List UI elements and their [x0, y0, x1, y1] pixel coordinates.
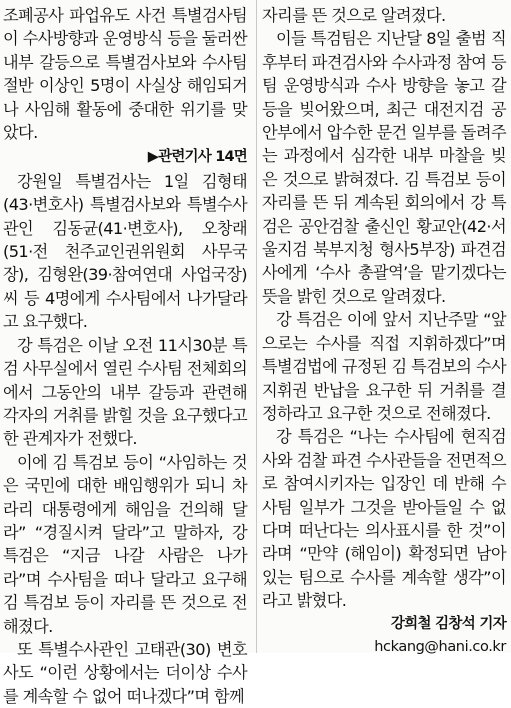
related-article-reference [3, 144, 247, 169]
related-article-label: ▶관련기사 14면 [147, 149, 247, 166]
body-paragraph: 이들 특검팀은 지난달 8일 출범 직후부터 파견검사와 수사과정 참여 등 팀 운영방식과 수사 방향을 놓고 갈등을 빚어왔으며, 최근 대전지검 공안부에서 압수한 문건 일부를 돌려주는 과정에서 심각한 내부 마찰을 빚은 것으로 밝혀졌다. 김 특검보 등이 자리를 뜬 뒤 계속된 회의에서 강 특검은 공안검찰 출신인 황교안(42·서울지검 북부지청 형사5부장) 파견검사에게 ‘수사 총괄역’을 맡기겠다는 뜻을 밝힌 것으로 알려졌다. [262, 29, 506, 306]
body-paragraph: 강 특검은 이에 앞서 지난주말 “앞으로는 수사를 직접 지휘하겠다”며 특별검법에 규정된 김 특검보의 수사지휘권 반납을 요구한 뒤 거취를 결정하라고 요구한 것으로 전해졌다. [262, 310, 506, 423]
body-paragraph: 이에 김 특검보 등이 “사임하는 것은 국민에 대한 배임행위가 되니 차라리 대통령에게 해임을 건의해 달라” “경질시켜 달라”고 말하자, 강 특검은 “지금 나갈 사람은 나가라”며 수사팀을 떠나 달라고 요구해 김 특검보 등이 자리를 뜬 것으로 전해졌다. [3, 452, 247, 636]
column-divider [256, 0, 257, 653]
article-column-left [3, 4, 247, 708]
lead-paragraph: 조폐공사 파업유도 사건 특별검사팀이 수사방향과 운영방식 등을 둘러싼 내부 갈등으로 특별검사보와 수사팀 절반 이상인 5명이 사실상 해임되거나 사임해 활동에 중대한 위기를 맞았다. [3, 6, 247, 143]
byline [262, 613, 506, 660]
body-paragraph: 자리를 뜬 것으로 알려졌다. [262, 6, 446, 25]
byline-email: hckang@hani.co.kr [374, 638, 506, 655]
body-paragraph: 강 특검은 이날 오전 11시30분 특검 사무실에서 열린 수사팀 전체회의에서 그동안의 내부 갈등과 관련해 각자의 거취를 밝힐 것을 요구했다고 한 관계자가 전했다. [3, 335, 247, 449]
byline-reporters: 강희철 김창석 기자 [390, 615, 506, 632]
body-paragraph: 또 특별수사관인 고태관(30) 변호사도 “이런 상황에서는 더이상 수사를 계속할 수 없어 떠나겠다”며 함께 [3, 639, 247, 706]
body-paragraph: 강원일 특별검사는 1일 김형태(43·변호사) 특별검사보와 특별수사관인 김동균(41·변호사), 오창래(51·전 천주교인권위원회 사무국장), 김형완(39·참여연대 사업국장)씨 등 4명에게 수사팀에서 나가달라고 요구했다. [3, 171, 247, 332]
body-paragraph: 강 특검은 “나는 수사팀에 현직검사와 검찰 파견 수사관들을 전면적으로 참여시키자는 입장인 데 반해 수사팀 일부가 그것을 받아들일 수 없다며 떠난다는 의사표시를 한 것”이라며 “만약 (해임이) 확정되면 남아 있는 팀으로 수사를 계속할 생각”이라고 밝혔다. [262, 427, 506, 611]
article-column-right [262, 4, 506, 659]
